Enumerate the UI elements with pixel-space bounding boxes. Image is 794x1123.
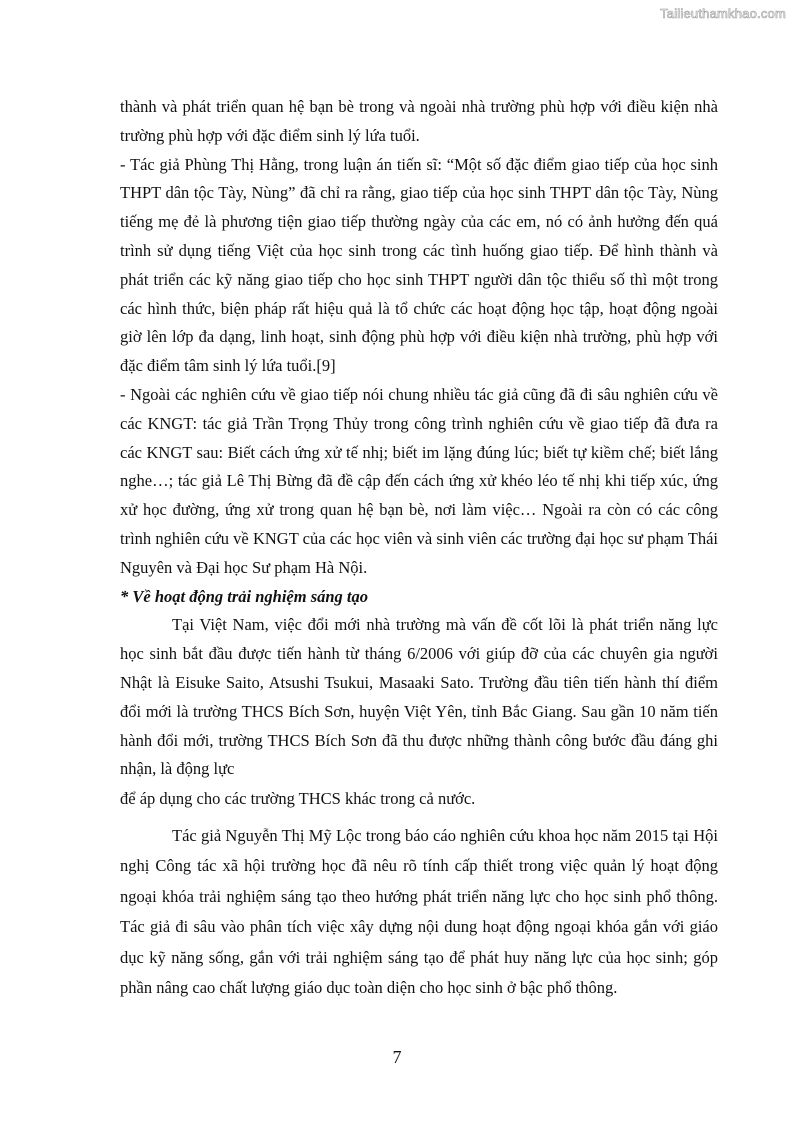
paragraph-kngt-research: - Ngoài các nghiên cứu về giao tiếp nói chung nhiều tác giả cũng đã đi sâu nghiên cứu về các KNGT: tác giả Trần Trọng Thủy trong công trình nghiên cứu về giao tiếp đã đưa ra các KNGT sau: Biết cách ứng xử tế nhị; biết im lặng đúng lúc; biết tự kiềm chế; biết lắng nghe…; tác giả Lê Thị Bừng đã đề cập đến cách ứng xử khéo léo tế nhị khi tiếp xúc, ứng xử học đường, ứng xử trong quan hệ bạn bè, nơi làm việc… Ngoài ra còn có các công trình nghiên cứu về KNGT của các học viên và sinh viên các trường đại học sư phạm Thái Nguyên và Đại học Sư phạm Hà Nội. [120, 384, 718, 577]
paragraph-phung-thi-hang: - Tác giả Phùng Thị Hằng, trong luận án tiến sĩ: “Một số đặc điểm giao tiếp của học sinh THPT dân tộc Tày, Nùng” đã chỉ ra rằng, giao tiếp của học sinh THPT dân tộc Tày, Nùng tiếng mẹ đẻ là phương tiện giao tiếp thường ngày của các em, nó có ảnh hưởng đến quá trình sử dụng tiếng Việt của học sinh trong các tình huống giao tiếp. Để hình thành và phát triển các kỹ năng giao tiếp cho học sinh THPT người dân tộc thiểu số thì một trong các hình thức, biện pháp rất hiệu quả là tổ chức các hoạt động học tập, hoạt động ngoài giờ lên lớp đa dạng, linh hoạt, sinh động phù hợp với điều kiện nhà trường, phù hợp với đặc điểm tâm sinh lý lứa tuổi.[9] [120, 154, 718, 376]
paragraph-vietnam-reform: Tại Việt Nam, việc đổi mới nhà trường mà vấn đề cốt lõi là phát triển năng lực học sinh bắt đầu được tiến hành từ tháng 6/2006 với giúp đỡ của các chuyên gia người Nhật là Eisuke Saito, Atsushi Tsukui, Masaaki Sato. Trường đầu tiên tiến hành thí điểm đổi mới là trường THCS Bích Sơn, huyện Việt Yên, tỉnh Bắc Giang. Sau gần 10 năm tiến hành đổi mới, trường THCS Bích Sơn đã thu được những thành công bước đầu đáng ghi nhận, là động lực [120, 615, 718, 779]
page-number: 7 [392, 1047, 402, 1067]
document-body [120, 93, 718, 1003]
paragraph-intro-continuation: thành và phát triển quan hệ bạn bè trong và ngoài nhà trường phù hợp với điều kiện nhà trường phù hợp với đặc điểm sinh lý lứa tuổi. [120, 97, 718, 145]
paragraph-nguyen-thi-my-loc: Tác giả Nguyễn Thị Mỹ Lộc trong báo cáo nghiên cứu khoa học năm 2015 tại Hội nghị Công tác xã hội trường học đã nêu rõ tính cấp thiết trong việc quản lý hoạt động ngoại khóa trải nghiệm sáng tạo theo hướng phát triển năng lực cho học sinh phổ thông. Tác giả đi sâu vào phân tích việc xây dựng nội dung hoạt động ngoại khóa gắn với giáo dục kỹ năng sống, gắn với trải nghiệm sáng tạo để phát huy năng lực của học sinh; góp phần nâng cao chất lượng giáo dục toàn diện cho học sinh ở bậc phổ thông. [120, 825, 718, 997]
paragraph-vietnam-reform-tail: để áp dụng cho các trường THCS khác trong cả nước. [120, 789, 476, 809]
section-heading-experiential-activities: * Về hoạt động trải nghiệm sáng tạo [120, 586, 369, 606]
watermark-text: Tailieuthamkhao.com [660, 6, 786, 21]
